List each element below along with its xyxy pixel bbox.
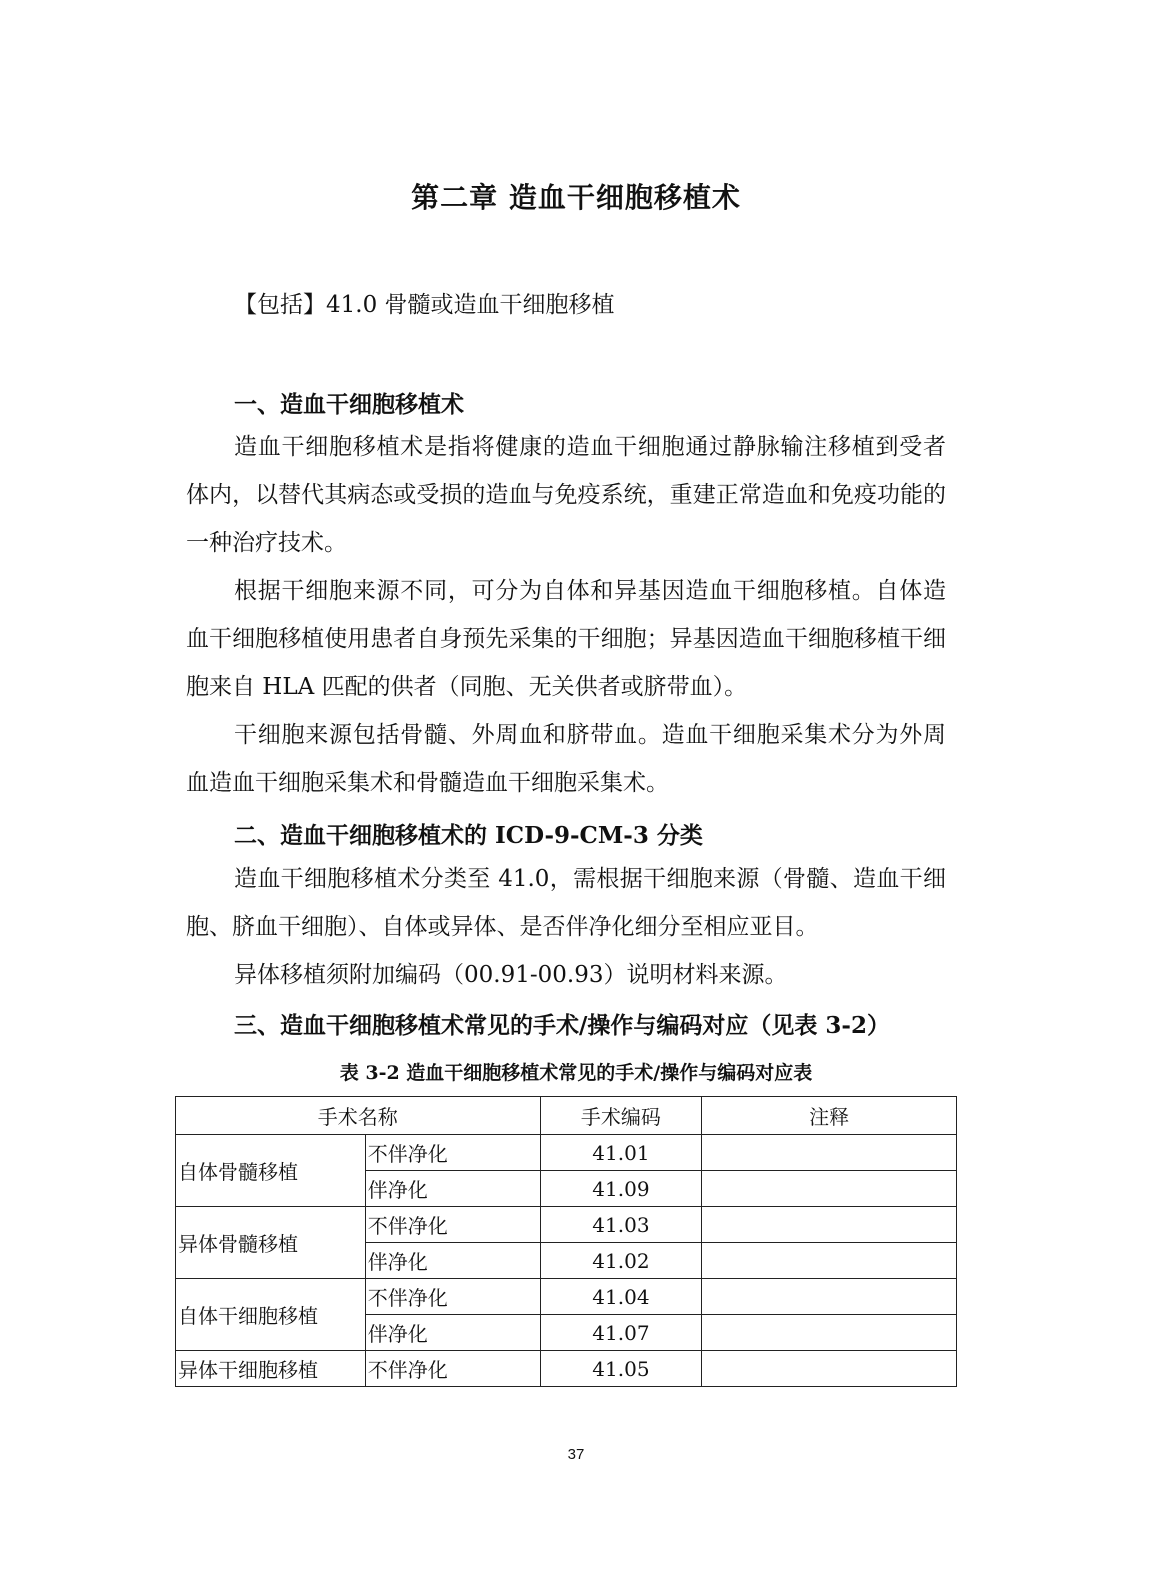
procedure-code-cell: 41.07 <box>540 1315 702 1351</box>
procedure-note-cell <box>702 1171 957 1207</box>
header-note: 注释 <box>702 1097 957 1135</box>
table-row <box>176 1135 957 1171</box>
procedure-code-cell: 41.04 <box>540 1279 702 1315</box>
section-heading-1: 一、造血干细胞移植术 <box>234 391 464 418</box>
header-procedure-name: 手术名称 <box>176 1097 541 1135</box>
header-procedure-code: 手术编码 <box>540 1097 702 1135</box>
procedure-code-table <box>175 1096 957 1387</box>
table-row <box>176 1207 957 1243</box>
procedure-note-cell <box>702 1279 957 1315</box>
procedure-sub-cell: 不伴净化 <box>365 1279 540 1315</box>
procedure-sub-cell: 伴净化 <box>365 1315 540 1351</box>
includes-line <box>234 286 615 319</box>
paragraph: 根据干细胞来源不同，可分为自体和异基因造血干细胞移植。自体造血干细胞移植使用患者自身预先采集的干细胞；异基因造血干细胞移植干细胞来自 HLA 匹配的供者（同胞、无关供者或脐带血）。 <box>186 578 946 700</box>
table-header-row <box>176 1097 957 1135</box>
procedure-code-cell: 41.09 <box>540 1171 702 1207</box>
procedure-code-cell: 41.01 <box>540 1135 702 1171</box>
paragraph: 造血干细胞移植术分类至 41.0，需根据干细胞来源（骨髓、造血干细胞、脐血干细胞）、自体或异体、是否伴净化细分至相应亚目。 <box>186 866 946 940</box>
table-row <box>176 1351 957 1387</box>
chapter-title: 第二章 造血干细胞移植术 <box>411 181 741 214</box>
procedure-name-cell: 自体骨髓移植 <box>176 1135 366 1207</box>
procedure-sub-cell: 不伴净化 <box>365 1351 540 1387</box>
table-row <box>176 1279 957 1315</box>
section-heading-2: 二、造血干细胞移植术的 ICD-9-CM-3 分类 <box>234 822 703 849</box>
procedure-name-cell: 自体干细胞移植 <box>176 1279 366 1351</box>
procedure-code-cell: 41.03 <box>540 1207 702 1243</box>
page-number: 37 <box>567 1446 585 1463</box>
procedure-code-cell: 41.02 <box>540 1243 702 1279</box>
procedure-name-cell: 异体骨髓移植 <box>176 1207 366 1279</box>
procedure-note-cell <box>702 1243 957 1279</box>
procedure-sub-cell: 不伴净化 <box>365 1135 540 1171</box>
procedure-name-cell: 异体干细胞移植 <box>176 1351 366 1387</box>
procedure-sub-cell: 伴净化 <box>365 1243 540 1279</box>
paragraph: 干细胞来源包括骨髓、外周血和脐带血。造血干细胞采集术分为外周血造血干细胞采集术和骨髓造血干细胞采集术。 <box>186 722 946 796</box>
table-caption: 表 3-2 造血干细胞移植术常见的手术/操作与编码对应表 <box>339 1062 813 1084</box>
section-body-1 <box>186 423 946 807</box>
paragraph: 异体移植须附加编码（00.91-00.93）说明材料来源。 <box>234 962 788 988</box>
paragraph: 造血干细胞移植术是指将健康的造血干细胞通过静脉输注移植到受者体内，以替代其病态或受损的造血与免疫系统，重建正常造血和免疫功能的一种治疗技术。 <box>186 434 946 556</box>
includes-label: 【包括】 <box>234 292 326 318</box>
includes-text: 41.0 骨髓或造血干细胞移植 <box>326 292 615 318</box>
procedure-sub-cell: 不伴净化 <box>365 1207 540 1243</box>
procedure-note-cell <box>702 1315 957 1351</box>
procedure-note-cell <box>702 1207 957 1243</box>
section-heading-3: 三、造血干细胞移植术常见的手术/操作与编码对应（见表 3-2） <box>234 1012 890 1039</box>
procedure-note-cell <box>702 1135 957 1171</box>
procedure-sub-cell: 伴净化 <box>365 1171 540 1207</box>
section-body-2 <box>186 855 946 999</box>
procedure-note-cell <box>702 1351 957 1387</box>
procedure-code-cell: 41.05 <box>540 1351 702 1387</box>
